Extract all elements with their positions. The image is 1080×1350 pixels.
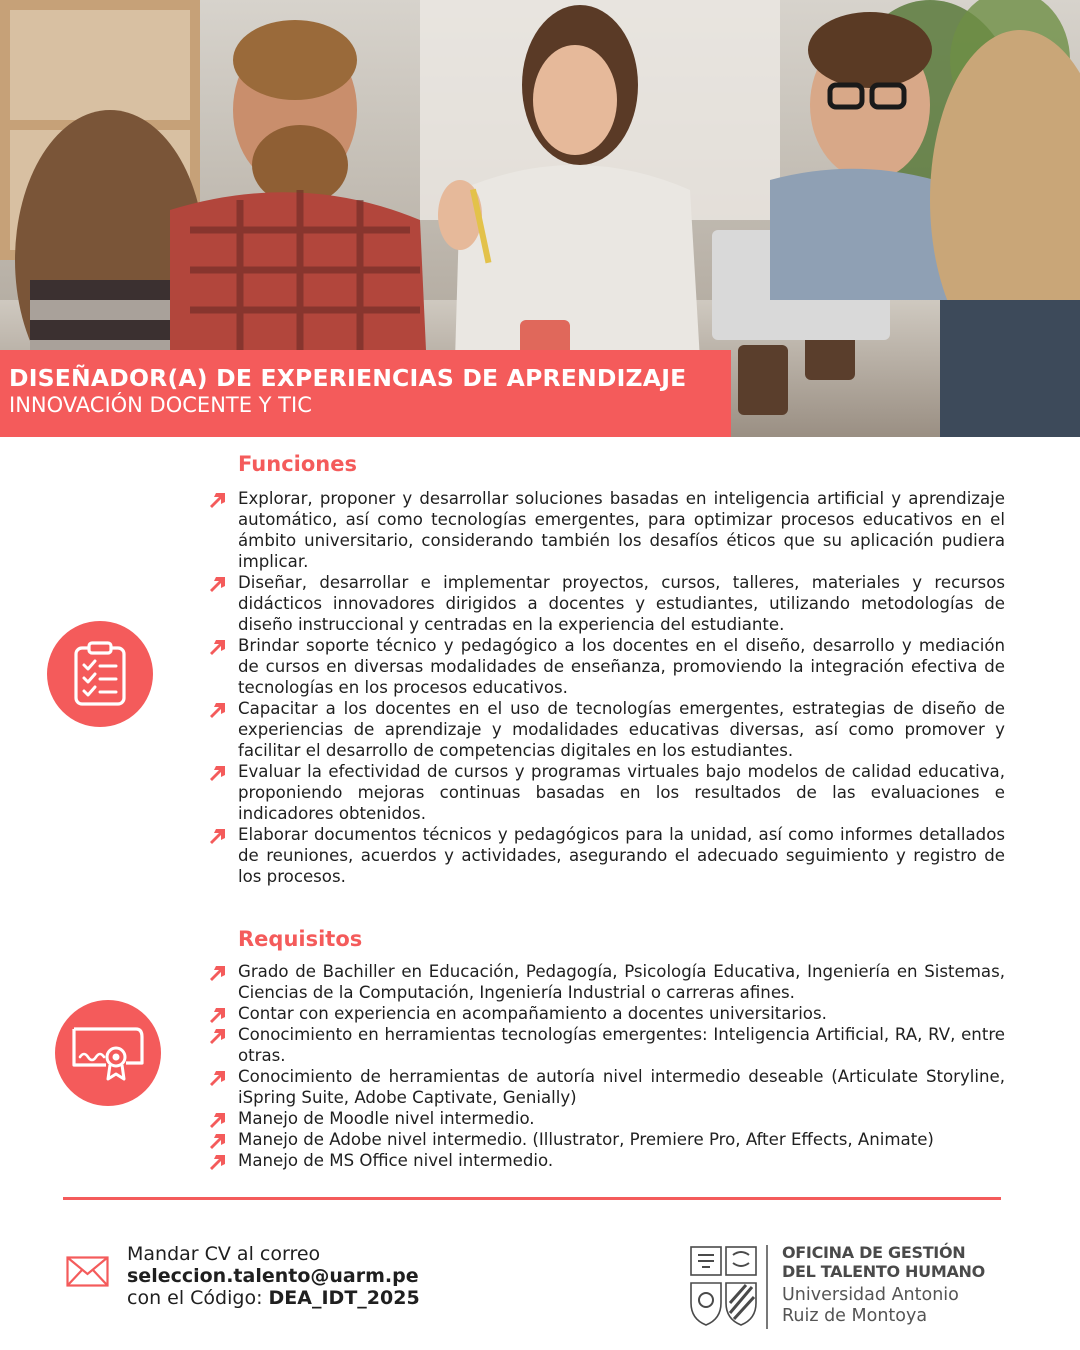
contact-email[interactable]: seleccion.talento@uarm.pe xyxy=(127,1265,419,1287)
requisito-text: Conocimiento en herramientas tecnologías emergentes: Inteligencia Artificial, RA, RV, entre otras. xyxy=(238,1025,1005,1065)
contact-code-label: con el Código: xyxy=(127,1287,269,1309)
list-item xyxy=(208,698,1005,761)
arrow-bullet-icon xyxy=(208,639,226,655)
job-title: DISEÑADOR(A) DE EXPERIENCIAS DE APRENDIZAJE xyxy=(9,364,687,392)
requisito-text: Manejo de Moodle nivel intermedio. xyxy=(238,1109,535,1128)
funciones-icon-circle xyxy=(47,621,153,727)
footer-divider xyxy=(63,1197,1001,1200)
arrow-bullet-icon xyxy=(208,576,226,592)
funcion-text: Diseñar, desarrollar e implementar proyectos, cursos, talleres, materiales y recursos didácticos innovadores dirigidos a docentes y estudiantes, utilizando metodologías de diseño instruccional y centradas en la experiencia del estudiante. xyxy=(238,573,1005,634)
university-name-line2: Ruiz de Montoya xyxy=(782,1306,928,1326)
title-band xyxy=(0,350,731,437)
list-item xyxy=(208,1066,1005,1108)
logo-text xyxy=(782,1243,985,1327)
arrow-bullet-icon xyxy=(208,1133,226,1149)
arrow-bullet-icon xyxy=(208,1028,226,1044)
funcion-text: Capacitar a los docentes en el uso de tecnologías emergentes, estrategias de diseño de experiencias de aprendizaje y modalidades educativas diversas, así como promover y facilitar el desarrollo de competencias digitales en los estudiantes. xyxy=(238,699,1005,760)
arrow-bullet-icon xyxy=(208,1112,226,1128)
certificate-diploma-icon xyxy=(70,1023,146,1083)
funcion-text: Elaborar documentos técnicos y pedagógicos para la unidad, así como informes detallados de reuniones, acuerdos y actividades, asegurando el adecuado seguimiento y registro de los procesos. xyxy=(238,825,1005,886)
list-item xyxy=(208,1024,1005,1066)
funciones-list xyxy=(208,488,1005,887)
clipboard-checklist-icon xyxy=(70,641,130,707)
contact-block xyxy=(127,1243,420,1309)
contact-instruction: Mandar CV al correo xyxy=(127,1243,321,1265)
requisitos-list xyxy=(208,961,1005,1171)
arrow-bullet-icon xyxy=(208,1007,226,1023)
funcion-text: Explorar, proponer y desarrollar soluciones basadas en inteligencia artificial y aprendizaje automático, así como tecnologías emergentes, para optimizar procesos educativos en el ámbito universitario, considerando también los desafíos éticos que su aplicación pudiera implicar. xyxy=(238,489,1005,571)
arrow-bullet-icon xyxy=(208,702,226,718)
requisito-text: Manejo de MS Office nivel intermedio. xyxy=(238,1151,554,1170)
office-name-line2: DEL TALENTO HUMANO xyxy=(782,1262,985,1281)
list-item xyxy=(208,1003,1005,1024)
requisito-text: Grado de Bachiller en Educación, Pedagogía, Psicología Educativa, Ingeniería en Sistemas, Ciencias de la Computación, Ingeniería Industrial o carreras afines. xyxy=(238,962,1005,1002)
list-item xyxy=(208,572,1005,635)
contact-code: DEA_IDT_2025 xyxy=(268,1287,420,1309)
requisito-text: Conocimiento de herramientas de autoría nivel intermedio deseable (Articulate Storyline, iSpring Suite, Adobe Captivate, Genially) xyxy=(238,1067,1005,1107)
funciones-heading: Funciones xyxy=(238,452,357,476)
funcion-text: Brindar soporte técnico y pedagógico a los docentes en el diseño, desarrollo y mediación de cursos en diversas modalidades de enseñanza, promoviendo la integración efectiva de tecnologías en los procesos educativos. xyxy=(238,636,1005,697)
requisito-text: Manejo de Adobe nivel intermedio. (Illustrator, Premiere Pro, After Effects, Animate) xyxy=(238,1130,934,1149)
list-item xyxy=(208,961,1005,1003)
arrow-bullet-icon xyxy=(208,765,226,781)
office-name-line1: OFICINA DE GESTIÓN xyxy=(782,1243,966,1262)
list-item xyxy=(208,761,1005,824)
requisitos-icon-circle xyxy=(55,1000,161,1106)
arrow-bullet-icon xyxy=(208,492,226,508)
list-item xyxy=(208,1150,1005,1171)
list-item xyxy=(208,1108,1005,1129)
arrow-bullet-icon xyxy=(208,1070,226,1086)
requisitos-heading: Requisitos xyxy=(238,927,363,951)
list-item xyxy=(208,824,1005,887)
list-item xyxy=(208,1129,1005,1150)
contact-code-line xyxy=(127,1287,420,1309)
list-item xyxy=(208,635,1005,698)
funcion-text: Evaluar la efectividad de cursos y programas virtuales bajo modelos de calidad educativa, proponiendo mejoras continuas basadas en los resultados de las evaluaciones e indicadores obtenidos. xyxy=(238,762,1005,823)
arrow-bullet-icon xyxy=(208,1154,226,1170)
university-name-line1: Universidad Antonio xyxy=(782,1285,959,1305)
arrow-bullet-icon xyxy=(208,965,226,981)
list-item xyxy=(208,488,1005,572)
envelope-icon xyxy=(66,1256,109,1287)
arrow-bullet-icon xyxy=(208,828,226,844)
requisito-text: Contar con experiencia en acompañamiento a docentes universitarios. xyxy=(238,1004,827,1023)
job-subtitle: INNOVACIÓN DOCENTE Y TIC xyxy=(9,393,312,417)
